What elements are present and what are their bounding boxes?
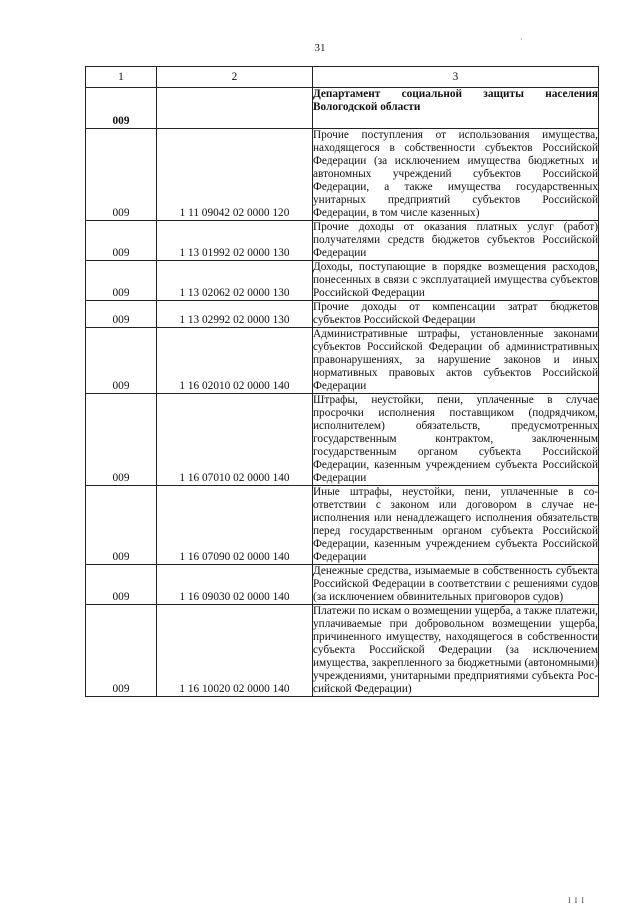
- footer-mark: I I I: [568, 896, 585, 905]
- department-row: [86, 88, 599, 129]
- admin-code: 009: [86, 565, 157, 605]
- department-name: Департамент социальной защиты населения Вологодской области: [313, 88, 599, 129]
- admin-code: 009: [86, 129, 157, 221]
- table-row: [86, 328, 599, 394]
- column-number-1: 1: [86, 67, 157, 88]
- table-row: [86, 394, 599, 486]
- revenue-code: 1 13 01992 02 0000 130: [157, 221, 313, 261]
- admin-code: 009: [86, 328, 157, 394]
- revenue-description: Административные штрафы, установленные законами субъектов Российской Федерации об административных правонарушениях, за нарушение законов и иных нормативных правовых актов субъектов Российской Федерации: [313, 328, 598, 392]
- revenue-code: 1 16 10020 02 0000 140: [157, 605, 313, 697]
- scan-mark: ·: [520, 35, 523, 44]
- revenue-description: Иные штрафы, неустойки, пени, уплаченные в соответствии с законом или договором в случае неисполнения или ненадлежащего исполнения обязательств перед государственным органом субъекта Российской Федерации, казенным учреждением субъекта Российской Федерации: [313, 486, 598, 563]
- revenue-description: Платежи по искам о возмещении ущерба, а также платежи, уплачиваемые при добровольном возмещении ущерба, причиненного имуществу, находящегося в собственности субъекта Российской Федерации (за исключением имущества, закрепленного за бюджетными (автономными) учреждениями, унитарными предприятиями субъекта Российской Федерации): [313, 605, 598, 695]
- department-kbk-empty: [157, 88, 313, 129]
- table-row: [86, 605, 599, 697]
- table-row: [86, 301, 599, 328]
- column-number-3: 3: [313, 67, 599, 88]
- admin-code: 009: [86, 301, 157, 328]
- admin-code: 009: [86, 486, 157, 565]
- revenue-code: 1 16 09030 02 0000 140: [157, 565, 313, 605]
- table-row: [86, 221, 599, 261]
- column-number-row: [86, 67, 599, 88]
- admin-code: 009: [86, 605, 157, 697]
- revenue-code: 1 13 02992 02 0000 130: [157, 301, 313, 328]
- revenue-code: 1 16 02010 02 0000 140: [157, 328, 313, 394]
- table-row: [86, 261, 599, 301]
- column-number-2: 2: [157, 67, 313, 88]
- revenue-code: 1 13 02062 02 0000 130: [157, 261, 313, 301]
- revenue-description: Доходы, поступающие в порядке возмещения расходов, понесенных в связи с эксплуатацией имущества субъектов Российской Федерации: [313, 261, 598, 299]
- revenue-description: Прочие доходы от компенсации затрат бюджетов субъектов Российской Федерации: [313, 301, 598, 326]
- revenue-code: 1 16 07010 02 0000 140: [157, 394, 313, 486]
- revenue-code: 1 16 07090 02 0000 140: [157, 486, 313, 565]
- revenue-description: Денежные средства, изымаемые в собственность субъекта Российской Федерации в соответствии с решениями судов (за исключением обвинительных приговоров судов): [313, 565, 598, 603]
- table-row: [86, 129, 599, 221]
- revenue-description: Прочие доходы от оказания платных услуг (работ) получателями средств бюджетов субъектов Российской Федерации: [313, 221, 598, 259]
- revenue-description: Прочие поступления от использования имущества, находящегося в собственности субъектов Российской Федерации (за исключением имущества бюджетных и автономных учреждений субъектов Российской Федерации, а также имущества государственных унитарных предприятий субъектов Российской Федерации, в том числе казенных): [313, 129, 598, 219]
- admin-code: 009: [86, 261, 157, 301]
- table-row: [86, 486, 599, 565]
- admin-code: 009: [86, 221, 157, 261]
- revenue-code: 1 11 09042 02 0000 120: [157, 129, 313, 221]
- admin-code: 009: [86, 394, 157, 486]
- revenue-codes-table: [85, 66, 599, 697]
- page-number: 31: [314, 42, 326, 54]
- revenue-description: Штрафы, неустойки, пени, уплаченные в случае просрочки исполнения поставщиком (подрядчиком, исполнителем) обязательств, предусмотренных государственным контрактом, заключенным государственным органом субъекта Российской Федерации, казенным учреждением субъекта Российской Федерации: [313, 394, 598, 484]
- department-admin-code: 009: [86, 88, 157, 129]
- table-row: [86, 565, 599, 605]
